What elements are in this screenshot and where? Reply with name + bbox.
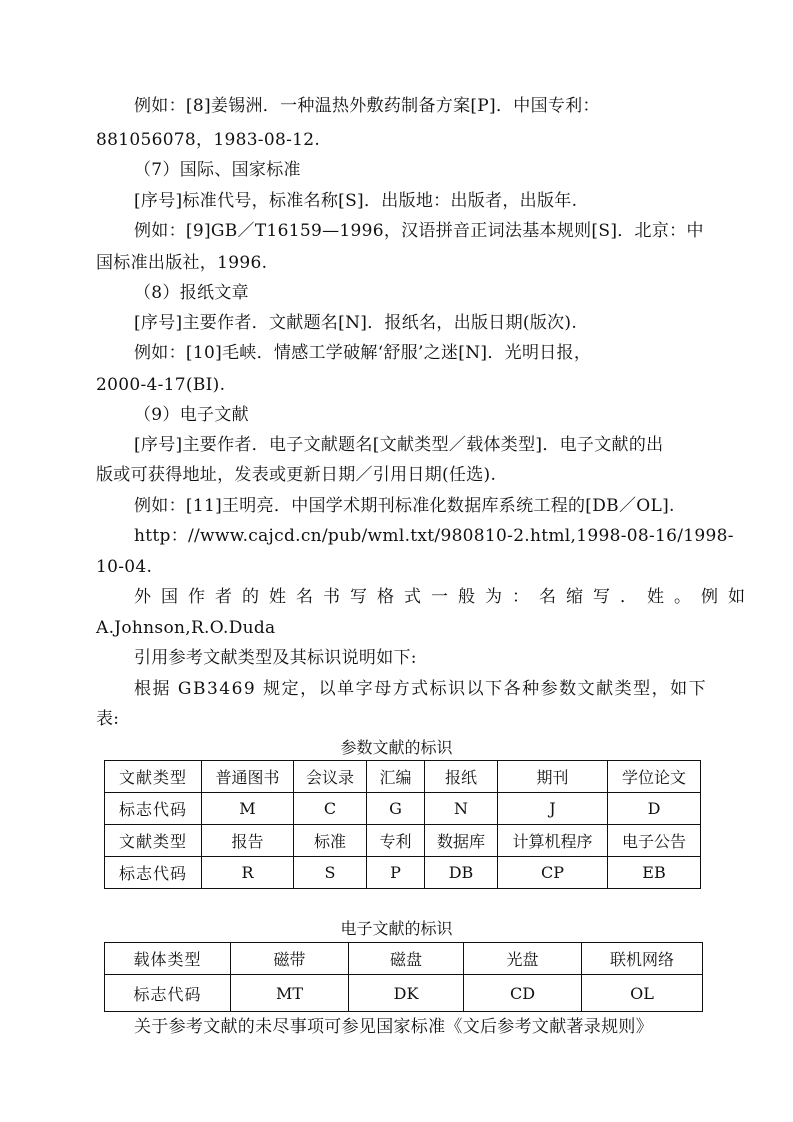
table-row [105,793,701,825]
gb3469-statement-continuation: 表: [96,709,120,729]
table-cell: G [367,793,425,825]
table-cell: 文献类型 [105,825,202,857]
table-cell: 载体类型 [105,943,231,975]
foreign-author-format: 外国作者的姓名书写格式一般为：名缩写．姓。例如 [134,587,755,607]
table1-caption: 参数文献的标识 [340,738,453,757]
table-cell: D [608,793,701,825]
table-cell: 报纸 [425,761,498,793]
reference-type-table [104,760,701,889]
table-cell: DB [425,857,498,889]
table-cell: 标准 [294,825,367,857]
example-patent-line: 例如：[8]姜锡洲．一种温热外敷药制备方案[P]．中国专利： [134,96,600,116]
example-newspaper-line: 例如：[10]毛峡．情感工学破解‘舒服’之迷[N]．光明日报， [134,343,592,363]
foreign-author-example: A.Johnson,R.O.Duda [96,618,276,638]
table-cell: CD [464,975,582,1012]
table-cell: 学位论文 [608,761,701,793]
table-cell: J [498,793,608,825]
table-cell: P [367,857,425,889]
closing-note: 关于参考文献的未尽事项可参见国家标准《文后参考文献著录规则》 [134,1017,653,1037]
table-cell: 标志代码 [105,793,202,825]
gb3469-statement: 根据 GB3469 规定，以单字母方式标识以下各种参数文献类型，如下 [134,679,708,699]
table-cell: CP [498,857,608,889]
table-cell: 磁带 [231,943,349,975]
format-newspaper: [序号]主要作者．文献题名[N]．报纸名，出版日期(版次). [134,313,578,333]
example-electronic-line: 例如：[11]王明亮．中国学术期刊标准化数据库系统工程的[DB／OL]. [134,496,675,516]
table-row [105,943,703,975]
table-cell: 报告 [202,825,294,857]
example-electronic-url-continuation: 10-04. [96,557,153,577]
table-cell: M [202,793,294,825]
table-cell: C [294,793,367,825]
section-heading-electronic: （9）电子文献 [134,405,249,425]
table2-caption: 电子文献的标识 [340,919,453,938]
table-cell: 汇编 [367,761,425,793]
table-cell: DK [349,975,464,1012]
table-cell: OL [582,975,703,1012]
table-cell: 文献类型 [105,761,202,793]
format-electronic-line: [序号]主要作者．电子文献题名[文献类型／载体类型]．电子文献的出 [134,435,664,455]
table-cell: 标志代码 [105,857,202,889]
table-cell: N [425,793,498,825]
table-cell: 数据库 [425,825,498,857]
table-cell: 期刊 [498,761,608,793]
table-cell: 计算机程序 [498,825,608,857]
table-row [105,761,701,793]
table-cell: 普通图书 [202,761,294,793]
table-cell: MT [231,975,349,1012]
table-cell: EB [608,857,701,889]
table-cell: R [202,857,294,889]
example-standards-line: 例如：[9]GB／T16159—1996，汉语拼音正词法基本规则[S]．北京：中 [134,221,704,241]
table-cell: S [294,857,367,889]
example-patent-continuation: 881056078，1983-08-12. [96,130,321,150]
table-cell: 磁盘 [349,943,464,975]
table-row [105,857,701,889]
format-standards: [序号]标准代号，标准名称[S]．出版地：出版者，出版年. [134,191,578,211]
table-cell: 联机网络 [582,943,703,975]
section-heading-standards: （7）国际、国家标准 [134,160,301,180]
example-newspaper-continuation: 2000-4-17(BI). [96,375,226,395]
table-cell: 会议录 [294,761,367,793]
table-cell: 标志代码 [105,975,231,1012]
table-cell: 电子公告 [608,825,701,857]
example-standards-continuation: 国标准出版社，1996. [96,253,268,273]
table-row [105,825,701,857]
table-row [105,975,703,1012]
electronic-carrier-table [104,942,703,1012]
format-electronic-continuation: 版或可获得地址，发表或更新日期／引用日期(任选). [96,465,497,485]
section-heading-newspaper: （8）报纸文章 [134,283,249,303]
reference-types-intro: 引用参考文献类型及其标识说明如下: [134,648,417,668]
table-cell: 光盘 [464,943,582,975]
table-cell: 专利 [367,825,425,857]
example-electronic-url: http：//www.cajcd.cn/pub/wml.txt/980810-2.html,1998-08-16/1998- [134,526,734,546]
